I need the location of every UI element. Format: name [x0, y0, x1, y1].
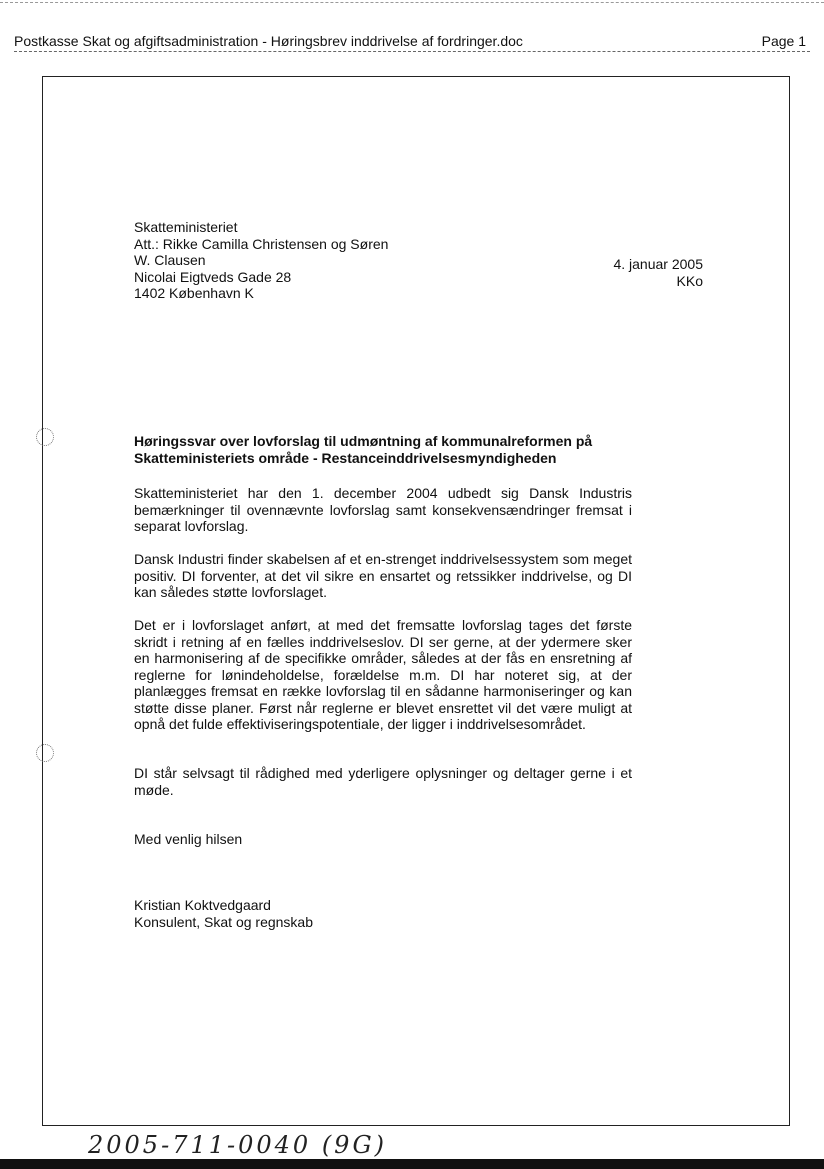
address-line: W. Clausen [134, 252, 206, 268]
fax-header [14, 31, 810, 51]
address-line: 1402 København K [134, 285, 254, 301]
document-title: Postkasse Skat og afgiftsadministration - Høringsbrev inddrivelse af fordringer.doc [14, 33, 523, 49]
top-rule [0, 2, 824, 3]
body-paragraph: Dansk Industri finder skabelsen af et en-strenget inddrivelsessystem som meget positiv. DI forventer, at det vil sikre en ensartet og retssikker inddrivelse, og DI kan således støtte lovforslaget. [134, 551, 632, 600]
address-line: Nicolai Eigtveds Gade 28 [134, 268, 292, 285]
address-line: Att.: Rikke Camilla Christensen og Søren [134, 235, 389, 252]
body-paragraph: Skatteministeriet har den 1. december 2004 udbedt sig Dansk Industris bemærkninger til ovennævnte lovforslag samt konsekvensændringer fremsat i separat lovforslag. [134, 485, 632, 534]
signature-block [134, 897, 434, 930]
recipient-address [134, 219, 434, 302]
signer-title: Konsulent, Skat og regnskab [134, 913, 314, 930]
page-number: Page 1 [761, 33, 806, 49]
signer-name: Kristian Koktvedgaard [134, 897, 271, 913]
scan-bottom-edge [0, 1159, 824, 1169]
subject-heading: Høringssvar over lovforslag til udmøntning af kommunalreformen på Skatteministeriets område - Restanceinddrivelsesmyndigheden [134, 433, 593, 466]
address-line: Skatteministeriet [134, 219, 238, 235]
date-block [560, 256, 703, 289]
sender-initials: KKo [676, 272, 703, 289]
handwritten-reference: 2005-711-0040 (9G) [88, 1131, 387, 1159]
closing-salutation: Med venlig hilsen [134, 831, 243, 847]
body-paragraph: Det er i lovforslaget anført, at med det fremsatte lovforslag tages det første skridt i retning af en fælles inddrivelseslov. DI ser gerne, at der ydermere sker en harmonisering af de specifikke områder, således at der fås en ensretning af reglerne for lønindeholdelse, forældelse m.m. DI har noteret sig, at der planlægges fremsat en række lovforslag til en sådanne harmoniseringer og kan støtte disse planer. Først når reglerne er blevet ensrettet vil det være muligt at opnå det fulde effektiviseringspotentiale, der ligger i inddrivelsesområdet. [134, 617, 632, 732]
punch-hole-mark [36, 744, 54, 762]
header-rule [14, 51, 810, 52]
punch-hole-mark [36, 428, 54, 446]
letter-date: 4. januar 2005 [613, 256, 703, 272]
body-paragraph: DI står selvsagt til rådighed med yderligere oplysninger og deltager gerne i et møde. [134, 765, 632, 798]
